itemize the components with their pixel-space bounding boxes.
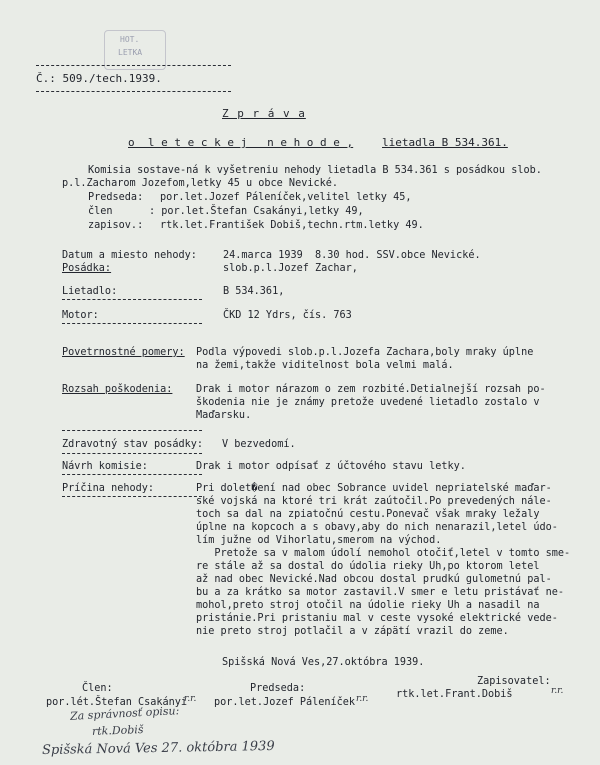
member-name-zapisovatel: rtk.let.František Dobiš,techn.rtm.letky 49. [160, 220, 424, 231]
zapisovatel-label: Zapisovatel: [477, 676, 551, 687]
member-name-predseda: por.let.Jozef Páleníček,velitel letky 45, [160, 192, 412, 203]
zdravotny-rule-top [62, 430, 202, 431]
zapisovatel-signature: r.r. [551, 686, 564, 696]
commission-intro-2: p.l.Zacharom Jozefom,letky 45 u obce Nevické. [62, 178, 339, 189]
pricina-line: Pri dolet�ení nad obec Sobrance uvidel nepriatelské maďar- [196, 483, 552, 494]
zdravotny-value: V bezvedomí. [222, 439, 296, 450]
rozsah-label: Rozsah poškodenia: [62, 384, 173, 395]
handwritten-certification-2: rtk.Dobiš [91, 723, 144, 738]
pricina-line: úplne na kopcoch a s obavy,aby do nich nenarazil,letel údo- [196, 522, 558, 533]
predseda-name: por.let.Jozef Páleníček [214, 697, 356, 708]
clen-label: Člen: [82, 683, 113, 694]
navrh-value: Drak i motor odpísať z účtového stavu letky. [196, 461, 466, 472]
pricina-rule [62, 496, 202, 497]
predseda-label: Predseda: [250, 683, 306, 694]
rozsah-line-1: Drak i motor nárazom o zem rozbité.Detialnejší rozsah po- [196, 384, 546, 395]
datum-label: Datum a miesto nehody: [62, 250, 197, 261]
member-name-clen: : por.let.Štefan Csakányi,letky 49, [149, 206, 364, 217]
pricina-line: bu a za krátko sa motor zastavil.V smer e letu pristávať ne- [196, 587, 565, 598]
clen-name: por.lét.Štefan Csakányi [46, 697, 188, 708]
motor-value: ČKD 12 Ydrs, čís. 763 [223, 310, 352, 321]
navrh-label: Návrh komisie: [62, 461, 148, 472]
report-title: Z p r á v a [222, 107, 306, 120]
member-role-clen: člen [88, 206, 113, 217]
motor-rule [62, 323, 202, 324]
pricina-line: Pretože sa v malom údolí nemohol otočiť,letel v tomto sme- [196, 548, 571, 559]
navrh-rule [62, 474, 202, 475]
pricina-line: lím južne od Vihorlatu,smerom na východ. [196, 535, 442, 546]
report-subtitle-aircraft: lietadla B 534.361. [382, 136, 508, 149]
handwritten-place-date: Spišská Nová Ves 27. októbra 1939 [41, 738, 275, 759]
member-role-zapisovatel: zapisov.: [88, 220, 144, 231]
commission-intro-1: Komisia sostave-ná k vyšetreniu nehody lietadla B 534.361 s posádkou slob. [88, 165, 542, 176]
clen-signature: r.r. [184, 694, 197, 704]
pricina-line: ské vojská na ktoré tri krát zaútočil.Po prevedených nále- [196, 496, 552, 507]
datum-value: 24.marca 1939 8.30 hod. SSV.obce Nevické. [223, 250, 481, 261]
ref-rule-top [36, 65, 231, 66]
report-subtitle: o l e t e c k e j n e h o d e , [128, 136, 354, 149]
pricina-line: toch sa dal na zpiatočnú cestu.Ponevač však mraky ležaly [196, 509, 540, 520]
lietadlo-label: Lietadlo: [62, 286, 118, 297]
rozsah-line-3: Maďarsku. [196, 410, 252, 421]
member-role-predseda: Predseda: [88, 192, 144, 203]
handwritten-certification-1: Za správnosť opisu: [69, 704, 180, 723]
zdravotny-rule-bottom [62, 453, 202, 454]
predseda-signature: r.r. [356, 694, 369, 704]
place-date: Spišská Nová Ves,27.októbra 1939. [222, 657, 425, 668]
poveternostne-line-2: na žemi,takže viditelnost bola velmi malá. [196, 360, 454, 371]
zapisovatel-name: rtk.let.Frant.Dobiš [396, 689, 513, 700]
zdravotny-label: Zdravotný stav posádky: [62, 439, 204, 450]
pricina-label: Príčina nehody: [62, 483, 155, 494]
lietadlo-value: B 534.361, [223, 286, 285, 297]
pricina-line: pristánie.Pri pristaniu mal v ceste vysoké elektrické vede- [196, 613, 558, 624]
posadka-value: slob.p.l.Jozef Zachar, [223, 263, 358, 274]
stamp-line-1: HOT. [120, 35, 140, 44]
stamp-line-2: LETKA [118, 48, 143, 57]
pricina-line: až nad obec Nevické.Nad obcou dostal prudkú gulometnú pal- [196, 574, 552, 585]
pricina-line: nie preto stroj potlačil a v zápätí vrazil do zeme. [196, 626, 509, 637]
ref-rule-bottom [36, 91, 231, 92]
motor-label: Motor: [62, 310, 99, 321]
lietadlo-rule [62, 299, 202, 300]
pricina-line: mohol,preto stroj otočil na údolie rieky Uh a nasadil na [196, 600, 540, 611]
poveternostne-label: Povetrnostné pomery: [62, 347, 185, 358]
poveternostne-line-1: Podla výpovedi slob.p.l.Jozefa Zachara,boly mraky úplne [196, 347, 534, 358]
reference-number: Č.: 509./tech.1939. [36, 72, 162, 85]
pricina-line: re stále až sa dostal do údolia rieky Uh,po ktorom letel [196, 561, 540, 572]
posadka-label: Posádka: [62, 263, 112, 274]
rozsah-line-2: škodenia nie je známy pretože uvedené lietadlo zostalo v [196, 397, 540, 408]
